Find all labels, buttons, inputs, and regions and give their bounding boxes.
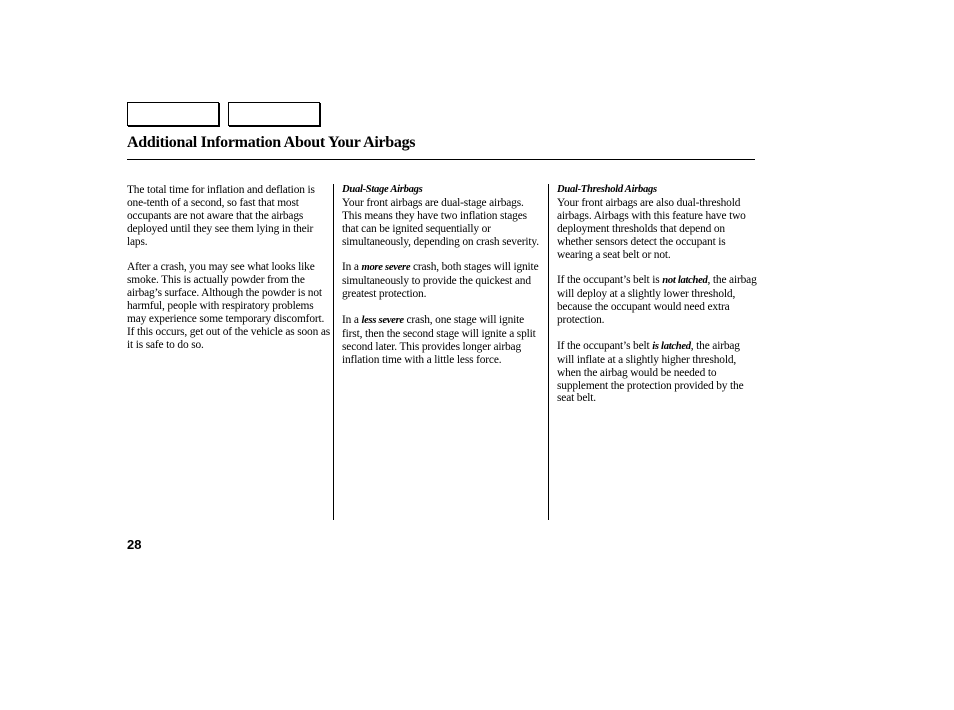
left-paragraph-2: After a crash, you may see what looks like smoke. This is actually powder from the airbag’s surface. Although the powder is not harmful, people with respiratory problems may experience some temporary discomfort. If this occurs, get out of the vehicle as soon as it is safe to do so.	[127, 261, 331, 351]
left-paragraph-1: The total time for inflation and deflation is one-tenth of a second, so fast that most occupants are not aware that the airbags deployed until they see them lying in their laps.	[127, 184, 315, 248]
column-right	[557, 184, 757, 418]
less-severe-emphasis: less severe	[361, 315, 404, 327]
dual-threshold-intro: Your front airbags are also dual-threshold airbags. Airbags with this feature have two deployment thresholds that depend on whether sensors detect the occupant is wearing a seat belt or not.	[557, 196, 746, 261]
not-latched-emphasis: not latched	[662, 275, 708, 287]
is-latched-paragraph: If the occupant’s belt is latched, the airbag will inflate at a slightly higher threshold, when the airbag would be needed to supplement the protection provided by the seat belt.	[557, 339, 744, 405]
nav-button-next[interactable]	[228, 102, 320, 126]
column-left	[127, 184, 332, 365]
page-title: Additional Information About Your Airbags	[127, 134, 416, 151]
not-latched-paragraph: If the occupant’s belt is not latched, the airbag will deploy at a slightly lower threshold, because the occupant would need extra protection.	[557, 274, 757, 327]
more-severe-emphasis: more severe	[361, 262, 411, 274]
column-divider-2	[548, 184, 549, 520]
dual-stage-heading: Dual-Stage Airbags	[342, 184, 423, 195]
title-rule	[127, 159, 755, 160]
page-number: 28	[127, 537, 142, 552]
column-divider-1	[333, 184, 334, 520]
dual-stage-intro: Your front airbags are dual-stage airbags. This means they have two inflation stages that can be ignited sequentially or simultaneously, depending on crash severity.	[342, 196, 539, 248]
less-severe-paragraph: In a less severe crash, one stage will ignite first, then the second stage will ignite a split second later. This provides longer airbag inflation time with a little less force.	[342, 314, 536, 366]
nav-button-previous[interactable]	[127, 102, 219, 126]
more-severe-paragraph: In a more severe crash, both stages will ignite simultaneously to provide the quickest and greatest protection.	[342, 261, 539, 301]
dual-threshold-heading: Dual-Threshold Airbags	[557, 184, 657, 195]
column-middle	[342, 184, 542, 380]
is-latched-emphasis: is latched	[652, 340, 691, 352]
